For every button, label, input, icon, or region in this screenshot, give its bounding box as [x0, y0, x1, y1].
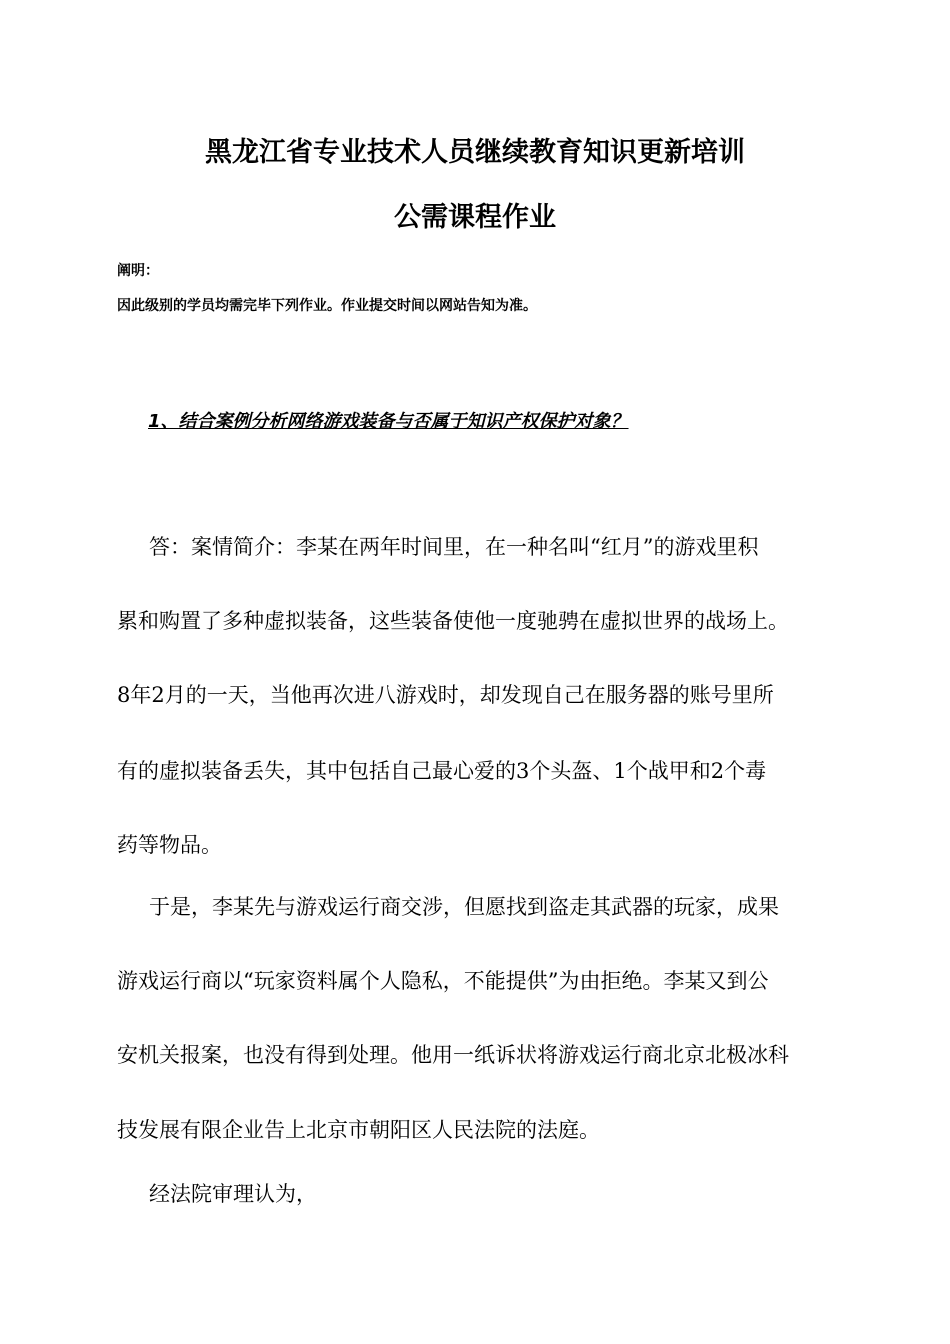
body-line: 有的虚拟装备丢失，其中包括自己最心爱的3个头盔、1个战甲和2个毒: [117, 759, 767, 783]
body-line: 安机关报案，也没有得到处理。他用一纸诉状将游戏运行商北京北极冰科: [117, 1043, 789, 1067]
note-label: 阐明：: [117, 263, 159, 279]
document-title-line-1: 黑龙江省专业技术人员继续教育知识更新培训: [205, 137, 745, 168]
body-line: 技发展有限企业告上北京市朝阳区人民法院的法庭。: [117, 1118, 600, 1142]
note-text: 因此级别的学员均需完毕下列作业。作业提交时间以网站告知为准。: [117, 298, 537, 314]
body-line: 答：案情简介：李某在两年时间里，在一种名叫“红月”的游戏里积: [149, 535, 759, 559]
body-line: 药等物品。: [117, 833, 222, 857]
body-line: 经法院审理认为，: [149, 1182, 317, 1206]
question-heading: 1、结合案例分析网络游戏装备与否属于知识产权保护对象？: [148, 411, 629, 432]
body-line: 游戏运行商以“玩家资料属个人隐私，不能提供”为由拒绝。李某又到公: [117, 969, 769, 993]
body-line: 8年2月的一天，当他再次进八游戏时，却发现自己在服务器的账号里所: [117, 683, 774, 707]
body-line: 于是，李某先与游戏运行商交涉，但愿找到盗走其武器的玩家，成果: [149, 895, 779, 919]
document-title-line-2: 公需课程作业: [394, 202, 556, 233]
body-line: 累和购置了多种虚拟装备，这些装备使他一度驰骋在虚拟世界的战场上。: [117, 609, 789, 633]
